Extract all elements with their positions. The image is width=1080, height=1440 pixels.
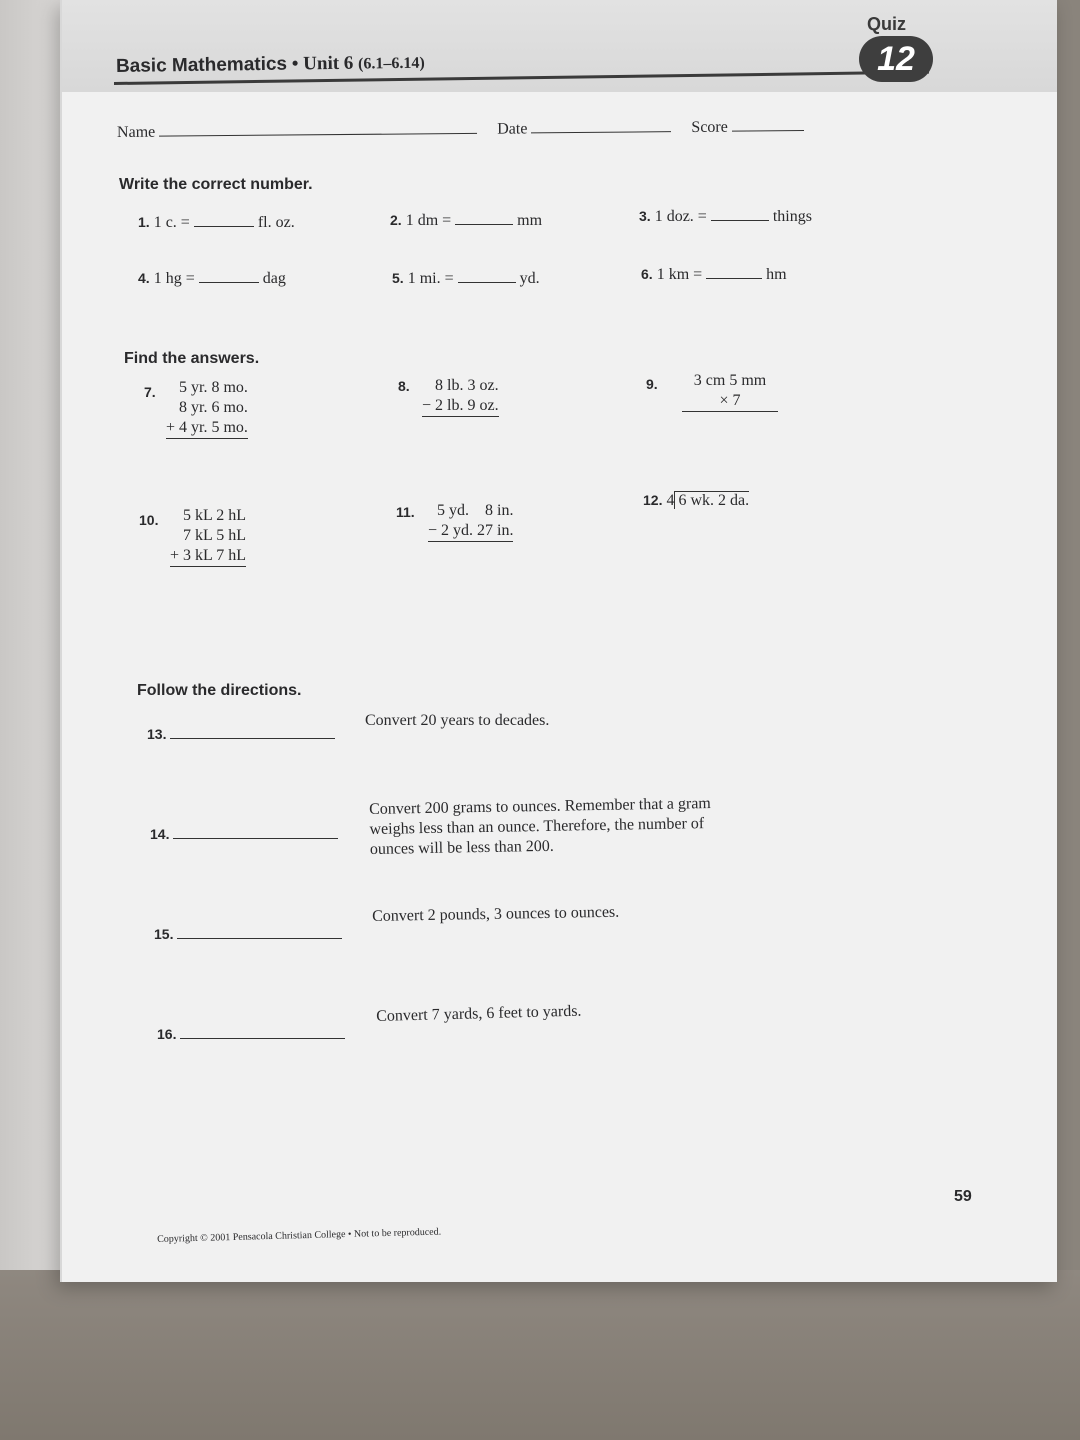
score-label: Score xyxy=(691,118,728,136)
item-unit: mm xyxy=(517,212,543,229)
problem-line: + 4 yr. 5 mo. xyxy=(166,418,248,439)
item-6 xyxy=(641,266,787,284)
item-expression: 1 doz. = xyxy=(654,208,707,225)
answer-blank-16[interactable] xyxy=(180,1038,345,1039)
item-unit: yd. xyxy=(519,270,540,287)
page-number: 59 xyxy=(954,1188,972,1205)
problem-11-number: 11. xyxy=(396,504,415,520)
problem-7-number: 7. xyxy=(144,384,156,400)
name-label: Name xyxy=(116,123,156,141)
table-surface xyxy=(0,1270,1080,1440)
item-number: 16. xyxy=(157,1026,177,1042)
item-number: 1. xyxy=(138,214,150,230)
problem-9 xyxy=(682,371,778,412)
problem-7 xyxy=(166,378,248,439)
direction-15 xyxy=(154,926,342,944)
date-label: Date xyxy=(497,120,528,138)
problem-line: 5 yd. 8 in. xyxy=(437,502,514,519)
answer-blank-4[interactable] xyxy=(199,282,259,283)
direction-line: ounces will be less than 200. xyxy=(369,837,554,858)
item-expression: 1 km = xyxy=(656,266,703,283)
direction-13 xyxy=(147,726,335,744)
answer-blank-5[interactable] xyxy=(458,282,516,283)
direction-16 xyxy=(157,1026,345,1044)
date-field[interactable] xyxy=(531,131,671,133)
page-title xyxy=(116,52,425,78)
direction-16-text: Convert 7 yards, 6 feet to yards. xyxy=(376,1002,582,1025)
item-number: 15. xyxy=(154,926,174,942)
title-separator: • xyxy=(291,53,299,75)
problem-line: 5 yr. 8 mo. xyxy=(179,379,248,396)
problem-line: × 7 xyxy=(682,391,778,412)
answer-blank-6[interactable] xyxy=(706,278,762,279)
answer-blank-3[interactable] xyxy=(711,220,769,221)
quiz-label: Quiz xyxy=(867,14,906,34)
unit-label: Unit 6 xyxy=(303,52,354,75)
item-number: 2. xyxy=(390,212,402,228)
item-number: 13. xyxy=(147,726,167,742)
problem-line: − 2 yd. 27 in. xyxy=(428,521,513,542)
item-expression: 1 mi. = xyxy=(407,270,454,287)
item-number: 5. xyxy=(392,270,404,286)
problem-12 xyxy=(643,492,749,510)
item-expression: 1 hg = xyxy=(153,270,195,287)
answer-blank-14[interactable] xyxy=(173,838,338,839)
item-expression: 1 dm = xyxy=(405,212,452,229)
answer-blank-15[interactable] xyxy=(177,938,342,939)
problem-12-number: 12. xyxy=(643,492,663,508)
problem-line: 5 kL 2 hL xyxy=(183,507,246,524)
item-number: 3. xyxy=(639,208,651,224)
answer-blank-2[interactable] xyxy=(455,224,513,225)
direction-15-text: Convert 2 pounds, 3 ounces to ounces. xyxy=(372,903,620,925)
item-1 xyxy=(138,214,295,232)
answer-blank-1[interactable] xyxy=(194,226,254,227)
item-number: 4. xyxy=(138,270,150,286)
score-field[interactable] xyxy=(732,130,804,132)
item-5 xyxy=(392,270,540,288)
item-unit: hm xyxy=(766,266,787,283)
section1-heading: Write the correct number. xyxy=(119,176,313,193)
item-2 xyxy=(390,212,542,230)
problem-line: 8 yr. 6 mo. xyxy=(179,399,248,416)
item-number: 14. xyxy=(150,826,170,842)
direction-14 xyxy=(150,826,338,844)
divisor: 4 xyxy=(666,492,675,509)
problem-8 xyxy=(422,376,499,417)
item-number: 6. xyxy=(641,266,653,282)
dividend: 6 wk. 2 da. xyxy=(674,491,749,509)
problem-line: − 2 lb. 9 oz. xyxy=(422,396,499,417)
problem-line: 3 cm 5 mm xyxy=(693,372,767,389)
info-fields xyxy=(117,118,804,142)
section2-heading: Find the answers. xyxy=(124,350,260,367)
section3-heading: Follow the directions. xyxy=(137,682,302,699)
unit-sections: (6.1–6.14) xyxy=(358,54,425,73)
problem-line: + 3 kL 7 hL xyxy=(170,546,246,567)
item-unit: fl. oz. xyxy=(257,214,295,231)
problem-10-number: 10. xyxy=(139,512,159,528)
problem-line: 7 kL 5 hL xyxy=(183,527,246,544)
problem-line: 8 lb. 3 oz. xyxy=(435,377,499,394)
problem-9-number: 9. xyxy=(646,376,658,392)
answer-blank-13[interactable] xyxy=(170,738,335,739)
item-3 xyxy=(639,208,812,226)
direction-line: weighs less than an ounce. Therefore, the number of xyxy=(369,815,705,838)
course-title: Basic Mathematics xyxy=(115,53,288,77)
problem-10 xyxy=(170,506,246,567)
name-field[interactable] xyxy=(159,133,477,137)
direction-line: Convert 200 grams to ounces. Remember that a gram xyxy=(369,795,711,818)
quiz-page xyxy=(60,0,1057,1282)
item-unit: things xyxy=(772,208,812,225)
item-unit: dag xyxy=(262,270,286,287)
copyright-notice: Copyright © 2001 Pensacola Christian College • Not to be reproduced. xyxy=(157,1226,442,1245)
item-4 xyxy=(138,270,286,288)
item-expression: 1 c. = xyxy=(153,214,190,231)
direction-14-text xyxy=(369,794,712,860)
direction-13-text: Convert 20 years to decades. xyxy=(365,712,550,729)
quiz-number-badge: 12 xyxy=(859,36,933,82)
problem-8-number: 8. xyxy=(398,378,410,394)
problem-11 xyxy=(428,501,513,542)
